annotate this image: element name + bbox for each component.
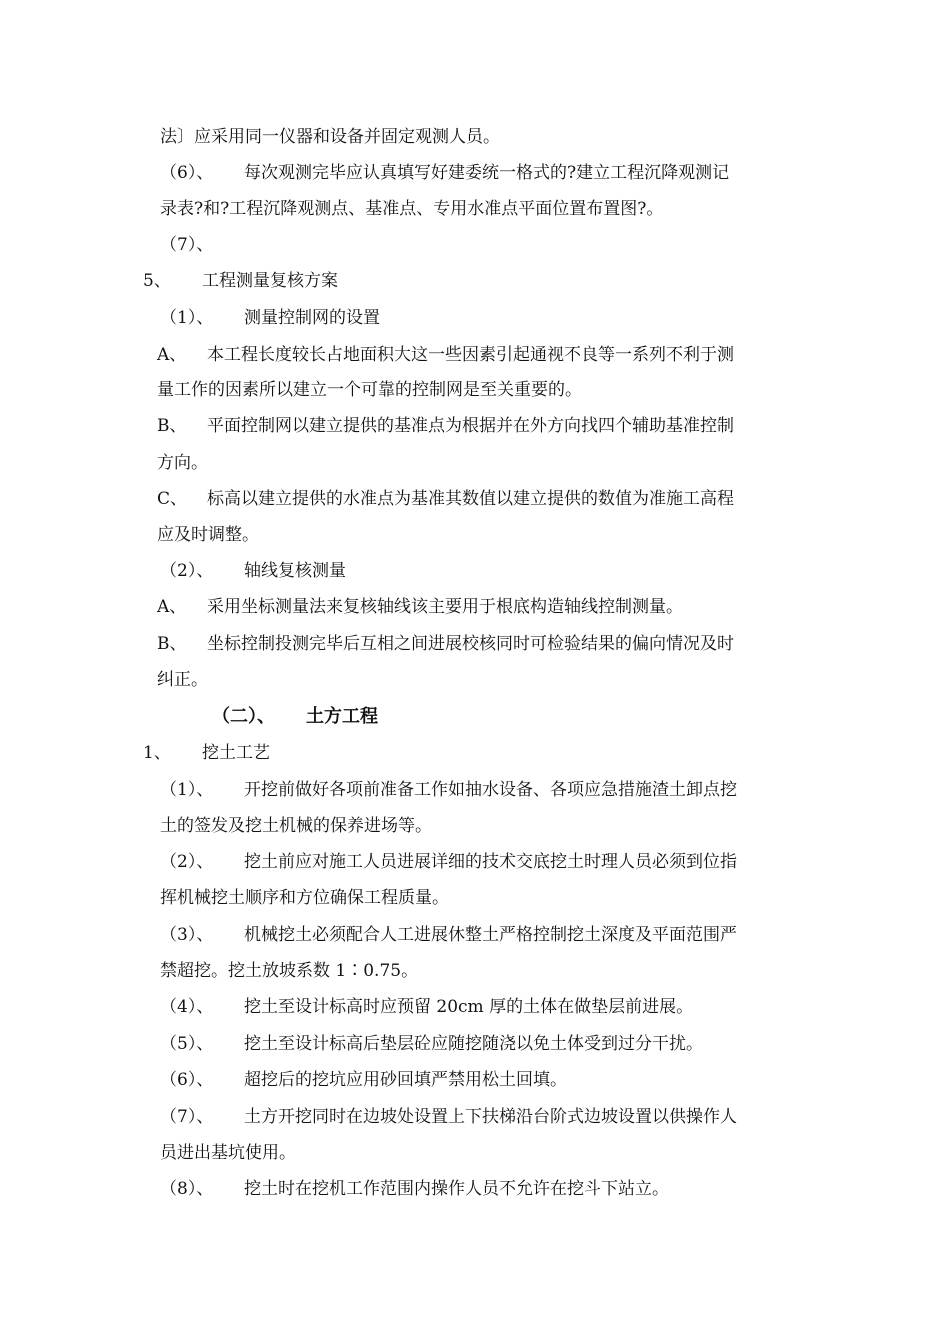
paragraph-line: 挖土至设计标高时应预留 20cm 厚的土体在做垫层前进展。: [244, 997, 694, 1017]
paragraph-line: 挖土时在挖机工作范围内操作人员不允许在挖斗下站立。: [244, 1179, 669, 1199]
item-letter: B、: [157, 416, 187, 436]
paragraph-line: 土方开挖同时在边坡处设置上下扶梯沿台阶式边坡设置以供操作人: [244, 1107, 737, 1127]
paragraph-line: 禁超挖。挖土放坡系数 1∶0.75。: [160, 961, 419, 981]
paragraph-line: 本工程长度较长占地面积大这一些因素引起通视不良等一系列不利于测: [207, 345, 734, 365]
paragraph-line: 采用坐标测量法来复核轴线该主要用于根底构造轴线控制测量。: [207, 597, 683, 617]
paragraph-line: 土的签发及挖土机械的保养进场等。: [160, 816, 432, 836]
section-number: 5、: [143, 271, 171, 291]
item-number: （6）、: [160, 163, 214, 183]
item-number: （7）、: [160, 1107, 214, 1127]
item-number: （2）、: [160, 561, 214, 581]
item-letter: A、: [157, 597, 187, 617]
paragraph-line: 标高以建立提供的水准点为基准其数值以建立提供的数值为准施工高程: [207, 489, 734, 509]
item-number: （6）、: [160, 1070, 214, 1090]
paragraph-line: 应及时调整。: [157, 525, 259, 545]
subsection-title: 测量控制网的设置: [244, 308, 380, 328]
paragraph-line: 法〕应采用同一仪器和设备并固定观测人员。: [160, 127, 500, 147]
section-number: 1、: [143, 743, 171, 763]
item-number: （4）、: [160, 997, 214, 1017]
paragraph-line: 录表?和?工程沉降观测点、基准点、专用水准点平面位置布置图?。: [160, 199, 664, 219]
item-letter: B、: [157, 634, 187, 654]
item-number: （1）、: [160, 780, 214, 800]
paragraph-line: 挖土前应对施工人员进展详细的技术交底挖土时理人员必须到位指: [244, 852, 737, 872]
section-title: 挖土工艺: [202, 743, 270, 763]
item-number: （7）、: [160, 235, 214, 255]
item-number: （1）、: [160, 308, 214, 328]
item-letter: C、: [157, 489, 188, 509]
paragraph-line: 开挖前做好各项前准备工作如抽水设备、各项应急措施渣土卸点挖: [244, 780, 737, 800]
paragraph-line: 超挖后的挖坑应用砂回填严禁用松土回填。: [244, 1070, 567, 1090]
heading-number: （二）、: [212, 706, 275, 727]
paragraph-line: 员进出基坑使用。: [160, 1143, 296, 1163]
paragraph-line: 方向。: [157, 453, 208, 473]
paragraph-line: 每次观测完毕应认真填写好建委统一格式的?建立工程沉降观测记: [244, 163, 730, 183]
item-number: （3）、: [160, 925, 214, 945]
paragraph-line: 机械挖土必须配合人工进展休整土严格控制挖土深度及平面范围严: [244, 925, 737, 945]
paragraph-line: 挥机械挖土顺序和方位确保工程质量。: [160, 888, 449, 908]
paragraph-line: 量工作的因素所以建立一个可靠的控制网是至关重要的。: [157, 380, 582, 400]
paragraph-line: 坐标控制投测完毕后互相之间进展校核同时可检验结果的偏向情况及时: [207, 634, 734, 654]
paragraph-line: 挖土至设计标高后垫层砼应随挖随浇以免土体受到过分干扰。: [244, 1034, 703, 1054]
item-letter: A、: [157, 345, 187, 365]
item-number: （8）、: [160, 1179, 214, 1199]
item-number: （5）、: [160, 1034, 214, 1054]
section-title: 工程测量复核方案: [202, 271, 338, 291]
paragraph-line: 纠正。: [157, 670, 208, 690]
item-number: （2）、: [160, 852, 214, 872]
subsection-title: 轴线复核测量: [244, 561, 346, 581]
paragraph-line: 平面控制网以建立提供的基准点为根据并在外方向找四个辅助基准控制: [207, 416, 734, 436]
heading-title: 土方工程: [306, 706, 378, 727]
